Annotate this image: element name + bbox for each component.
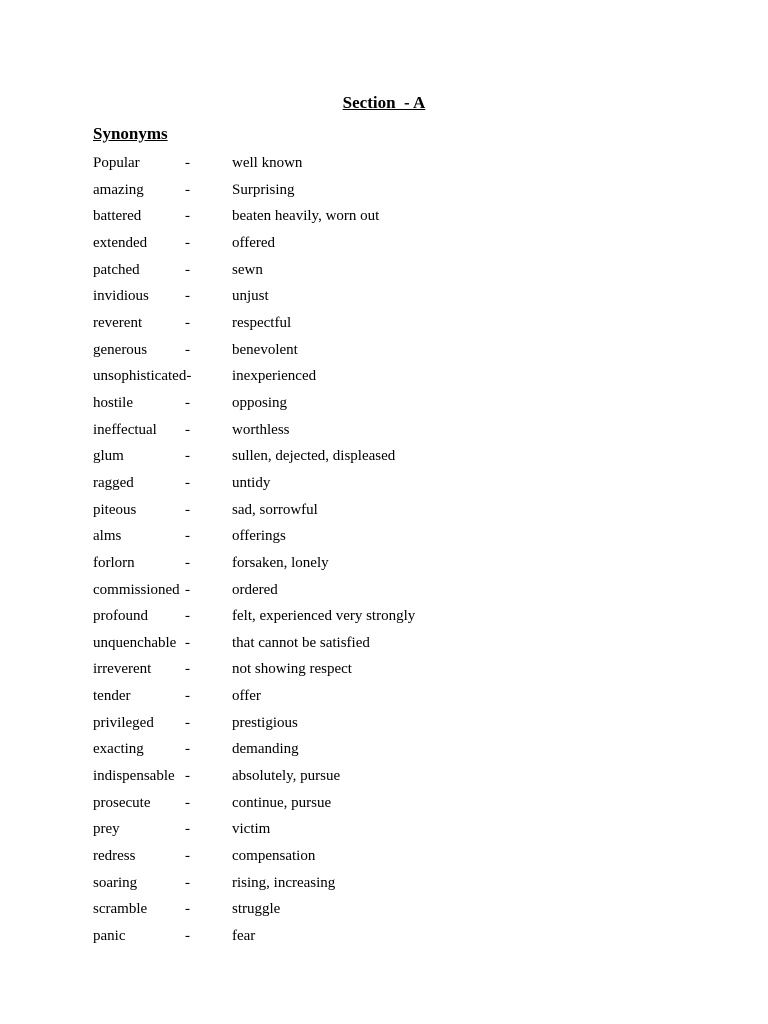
entry-meaning: sullen, dejected, displeased [232,448,396,465]
entry-word: invidious [93,288,149,305]
entry-dash: - [185,581,190,598]
entry-word: prey [93,821,120,838]
entry-dash: - [185,528,190,545]
entry-word: profound [93,608,148,625]
list-item [93,846,693,873]
list-item [93,313,693,340]
entry-dash: - [185,234,190,251]
list-item [93,926,693,953]
list-item [93,366,693,393]
entry-word: ineffectual [93,421,157,438]
entry-meaning: rising, increasing [232,874,336,891]
entry-dash: - [185,501,190,518]
entry-word: indispensable [93,768,175,785]
entry-dash: - [185,288,190,305]
list-item [93,260,693,287]
entry-dash: - [185,874,190,891]
entry-dash: - [185,474,190,491]
entry-dash: - [185,688,190,705]
entry-meaning: struggle [232,901,281,918]
list-item [93,899,693,926]
entry-meaning: Surprising [232,181,295,198]
list-item [93,873,693,900]
entry-word: ragged [93,474,134,491]
entry-meaning: felt, experienced very strongly [232,608,416,625]
entry-dash: - [185,341,190,358]
entry-word: irreverent [93,661,152,678]
list-item [93,606,693,633]
entry-dash: - [185,768,190,785]
entry-dash: - [185,714,190,731]
entry-dash: - [185,661,190,678]
entry-meaning: offerings [232,528,286,545]
entry-meaning: prestigious [232,714,298,731]
entry-meaning: offer [232,688,261,705]
list-item [93,340,693,367]
synonym-list [93,153,693,953]
entry-meaning: not showing respect [232,661,352,678]
entry-dash: - [185,848,190,865]
entry-word: privileged [93,714,154,731]
list-item [93,500,693,527]
list-item [93,206,693,233]
list-item [93,686,693,713]
entry-word: redress [93,848,136,865]
entry-meaning: demanding [232,741,299,758]
entry-meaning: that cannot be satisfied [232,634,370,651]
entry-dash: - [185,314,190,331]
entry-meaning: sewn [232,261,263,278]
entry-word: Popular [93,155,140,171]
list-item [93,393,693,420]
entry-meaning: respectful [232,314,292,331]
list-item [93,473,693,500]
list-item [93,286,693,313]
entry-meaning: untidy [232,474,271,491]
entry-meaning: fear [232,928,256,945]
list-item [93,739,693,766]
entry-meaning: beaten heavily, worn out [232,208,380,225]
entry-meaning: ordered [232,581,278,598]
entry-word: battered [93,208,142,225]
entry-dash: - [185,261,190,278]
entry-word: amazing [93,181,144,198]
entry-word: exacting [93,741,144,758]
entry-word: unquenchable [93,634,177,651]
entry-dash: - [185,181,190,198]
entry-dash: - [185,634,190,651]
entry-meaning: benevolent [232,341,298,358]
entry-meaning: compensation [232,848,316,865]
entry-dash: - [185,421,190,438]
entry-dash: - [185,208,190,225]
section-title: Section - A [342,93,426,112]
list-item [93,766,693,793]
list-item [93,446,693,473]
entry-dash: - [185,608,190,625]
entry-meaning: inexperienced [232,368,317,385]
entry-dash: - [185,554,190,571]
list-item [93,713,693,740]
entry-word: tender [93,688,131,705]
list-item [93,553,693,580]
entry-word: soaring [93,874,138,891]
list-item [93,659,693,686]
entry-word: unsophisticated- [93,368,192,385]
entry-dash: - [185,901,190,918]
list-item [93,633,693,660]
list-item [93,180,693,207]
entry-word: patched [93,261,140,278]
entry-meaning: continue, pursue [232,794,332,811]
list-item [93,526,693,553]
entry-dash: - [185,448,190,465]
entry-meaning: offered [232,234,276,251]
list-item [93,819,693,846]
entry-word: generous [93,341,148,358]
entry-word: forlorn [93,554,135,571]
list-item [93,580,693,607]
list-item [93,793,693,820]
entry-word: reverent [93,314,143,331]
entry-word: glum [93,448,124,465]
entry-word: commissioned [93,581,180,598]
entry-word: scramble [93,901,148,918]
list-item [93,153,693,180]
entry-meaning: well known [232,155,303,171]
entry-word: hostile [93,394,133,411]
entry-word: extended [93,234,148,251]
entry-dash: - [185,821,190,838]
list-item [93,233,693,260]
entry-meaning: sad, sorrowful [232,501,318,518]
entry-meaning: absolutely, pursue [232,768,341,785]
entry-word: panic [93,928,126,945]
entry-meaning: victim [232,821,271,838]
entry-word: alms [93,528,122,545]
entry-meaning: unjust [232,288,269,305]
synonyms-heading: Synonyms [93,124,168,143]
entry-word: piteous [93,501,137,518]
entry-word: prosecute [93,794,151,811]
entry-dash: - [185,741,190,758]
entry-meaning: worthless [232,421,290,438]
entry-meaning: opposing [232,394,288,411]
list-item [93,420,693,447]
entry-meaning: forsaken, lonely [232,554,329,571]
entry-dash: - [185,928,190,945]
entry-dash: - [185,394,190,411]
entry-dash: - [185,794,190,811]
entry-dash: - [185,155,190,171]
